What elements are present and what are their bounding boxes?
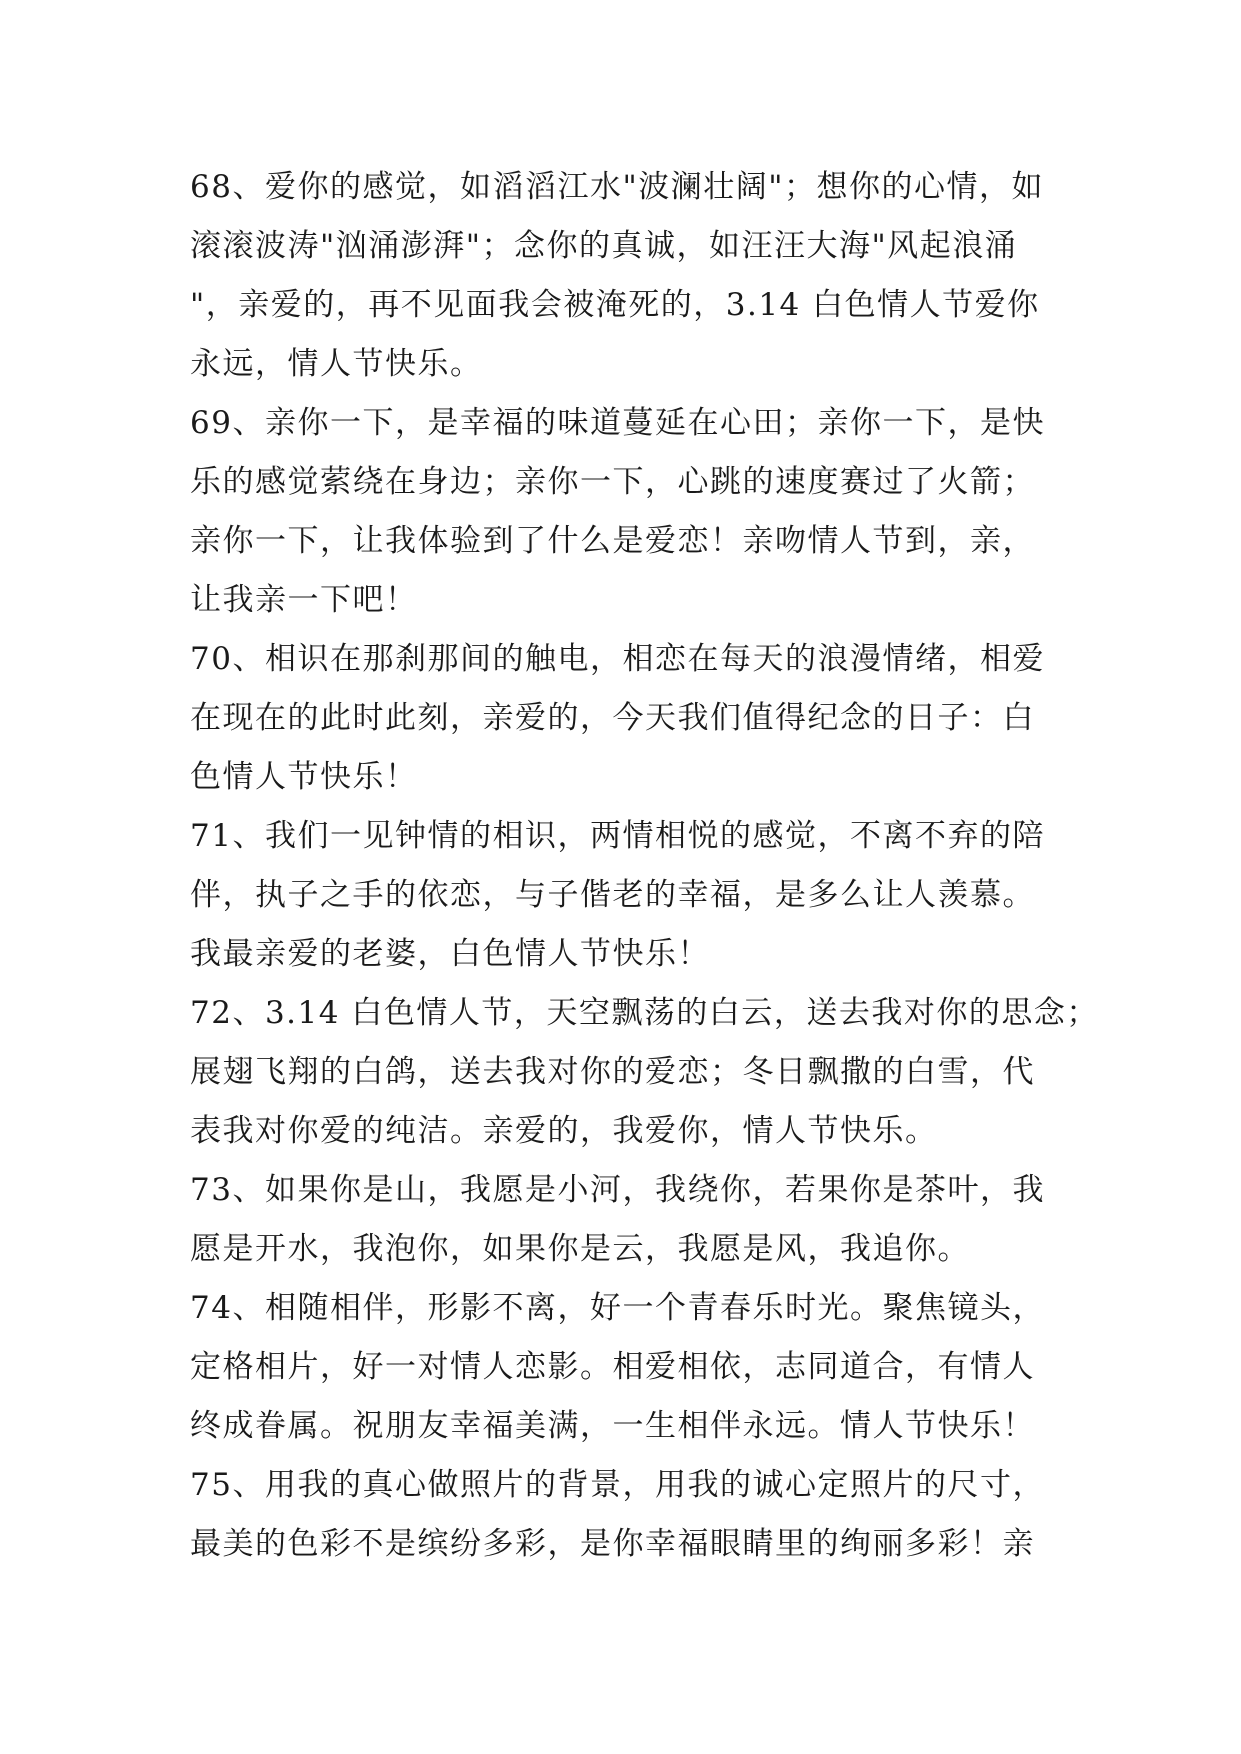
text-line: 70、相识在那刹那间的触电，相恋在每天的浪漫情绪，相爱	[190, 641, 1045, 677]
text-line: 最美的色彩不是缤纷多彩，是你幸福眼睛里的绚丽多彩！亲	[190, 1526, 1035, 1562]
text-line: 在现在的此时此刻，亲爱的，今天我们值得纪念的日子：白	[190, 700, 1035, 736]
text-line: 乐的感觉萦绕在身边；亲你一下，心跳的速度赛过了火箭；	[190, 464, 1035, 500]
text-line: 色情人节快乐！	[190, 759, 418, 795]
text-line: 72、3.14 白色情人节，天空飘荡的白云，送去我对你的思念；	[190, 995, 1099, 1031]
text-line: 75、用我的真心做照片的背景，用我的诚心定照片的尺寸，	[190, 1467, 1045, 1503]
text-line: 73、如果你是山，我愿是小河，我绕你，若果你是茶叶，我	[190, 1172, 1045, 1208]
text-line: 永远，情人节快乐。	[190, 346, 483, 382]
text-line: 伴，执子之手的依恋，与子偕老的幸福，是多么让人羡慕。	[190, 877, 1035, 913]
text-line: 表我对你爱的纯洁。亲爱的，我爱你，情人节快乐。	[190, 1113, 938, 1149]
text-line: 71、我们一见钟情的相识，两情相悦的感觉，不离不弃的陪	[190, 818, 1045, 854]
text-line: 我最亲爱的老婆，白色情人节快乐！	[190, 936, 710, 972]
text-line: 让我亲一下吧！	[190, 582, 418, 618]
text-line: "，亲爱的，再不见面我会被淹死的，3.14 白色情人节爱你	[190, 287, 1040, 323]
text-line: 亲你一下，让我体验到了什么是爱恋！亲吻情人节到，亲，	[190, 523, 1035, 559]
text-line: 68、爱你的感觉，如滔滔江水"波澜壮阔"；想你的心情，如	[190, 169, 1044, 205]
text-line: 69、亲你一下，是幸福的味道蔓延在心田；亲你一下，是快	[190, 405, 1045, 441]
text-line: 愿是开水，我泡你，如果你是云，我愿是风，我追你。	[190, 1231, 970, 1267]
text-line: 滚滚波涛"汹涌澎湃"；念你的真诚，如汪汪大海"风起浪涌	[190, 228, 1018, 264]
text-line: 展翅飞翔的白鸽，送去我对你的爱恋；冬日飘撒的白雪，代	[190, 1054, 1035, 1090]
text-line: 74、相随相伴，形影不离，好一个青春乐时光。聚焦镜头，	[190, 1290, 1045, 1326]
text-line: 定格相片，好一对情人恋影。相爱相依，志同道合，有情人	[190, 1349, 1035, 1385]
text-line: 终成眷属。祝朋友幸福美满，一生相伴永远。情人节快乐！	[190, 1408, 1035, 1444]
body-text	[190, 158, 1099, 1574]
